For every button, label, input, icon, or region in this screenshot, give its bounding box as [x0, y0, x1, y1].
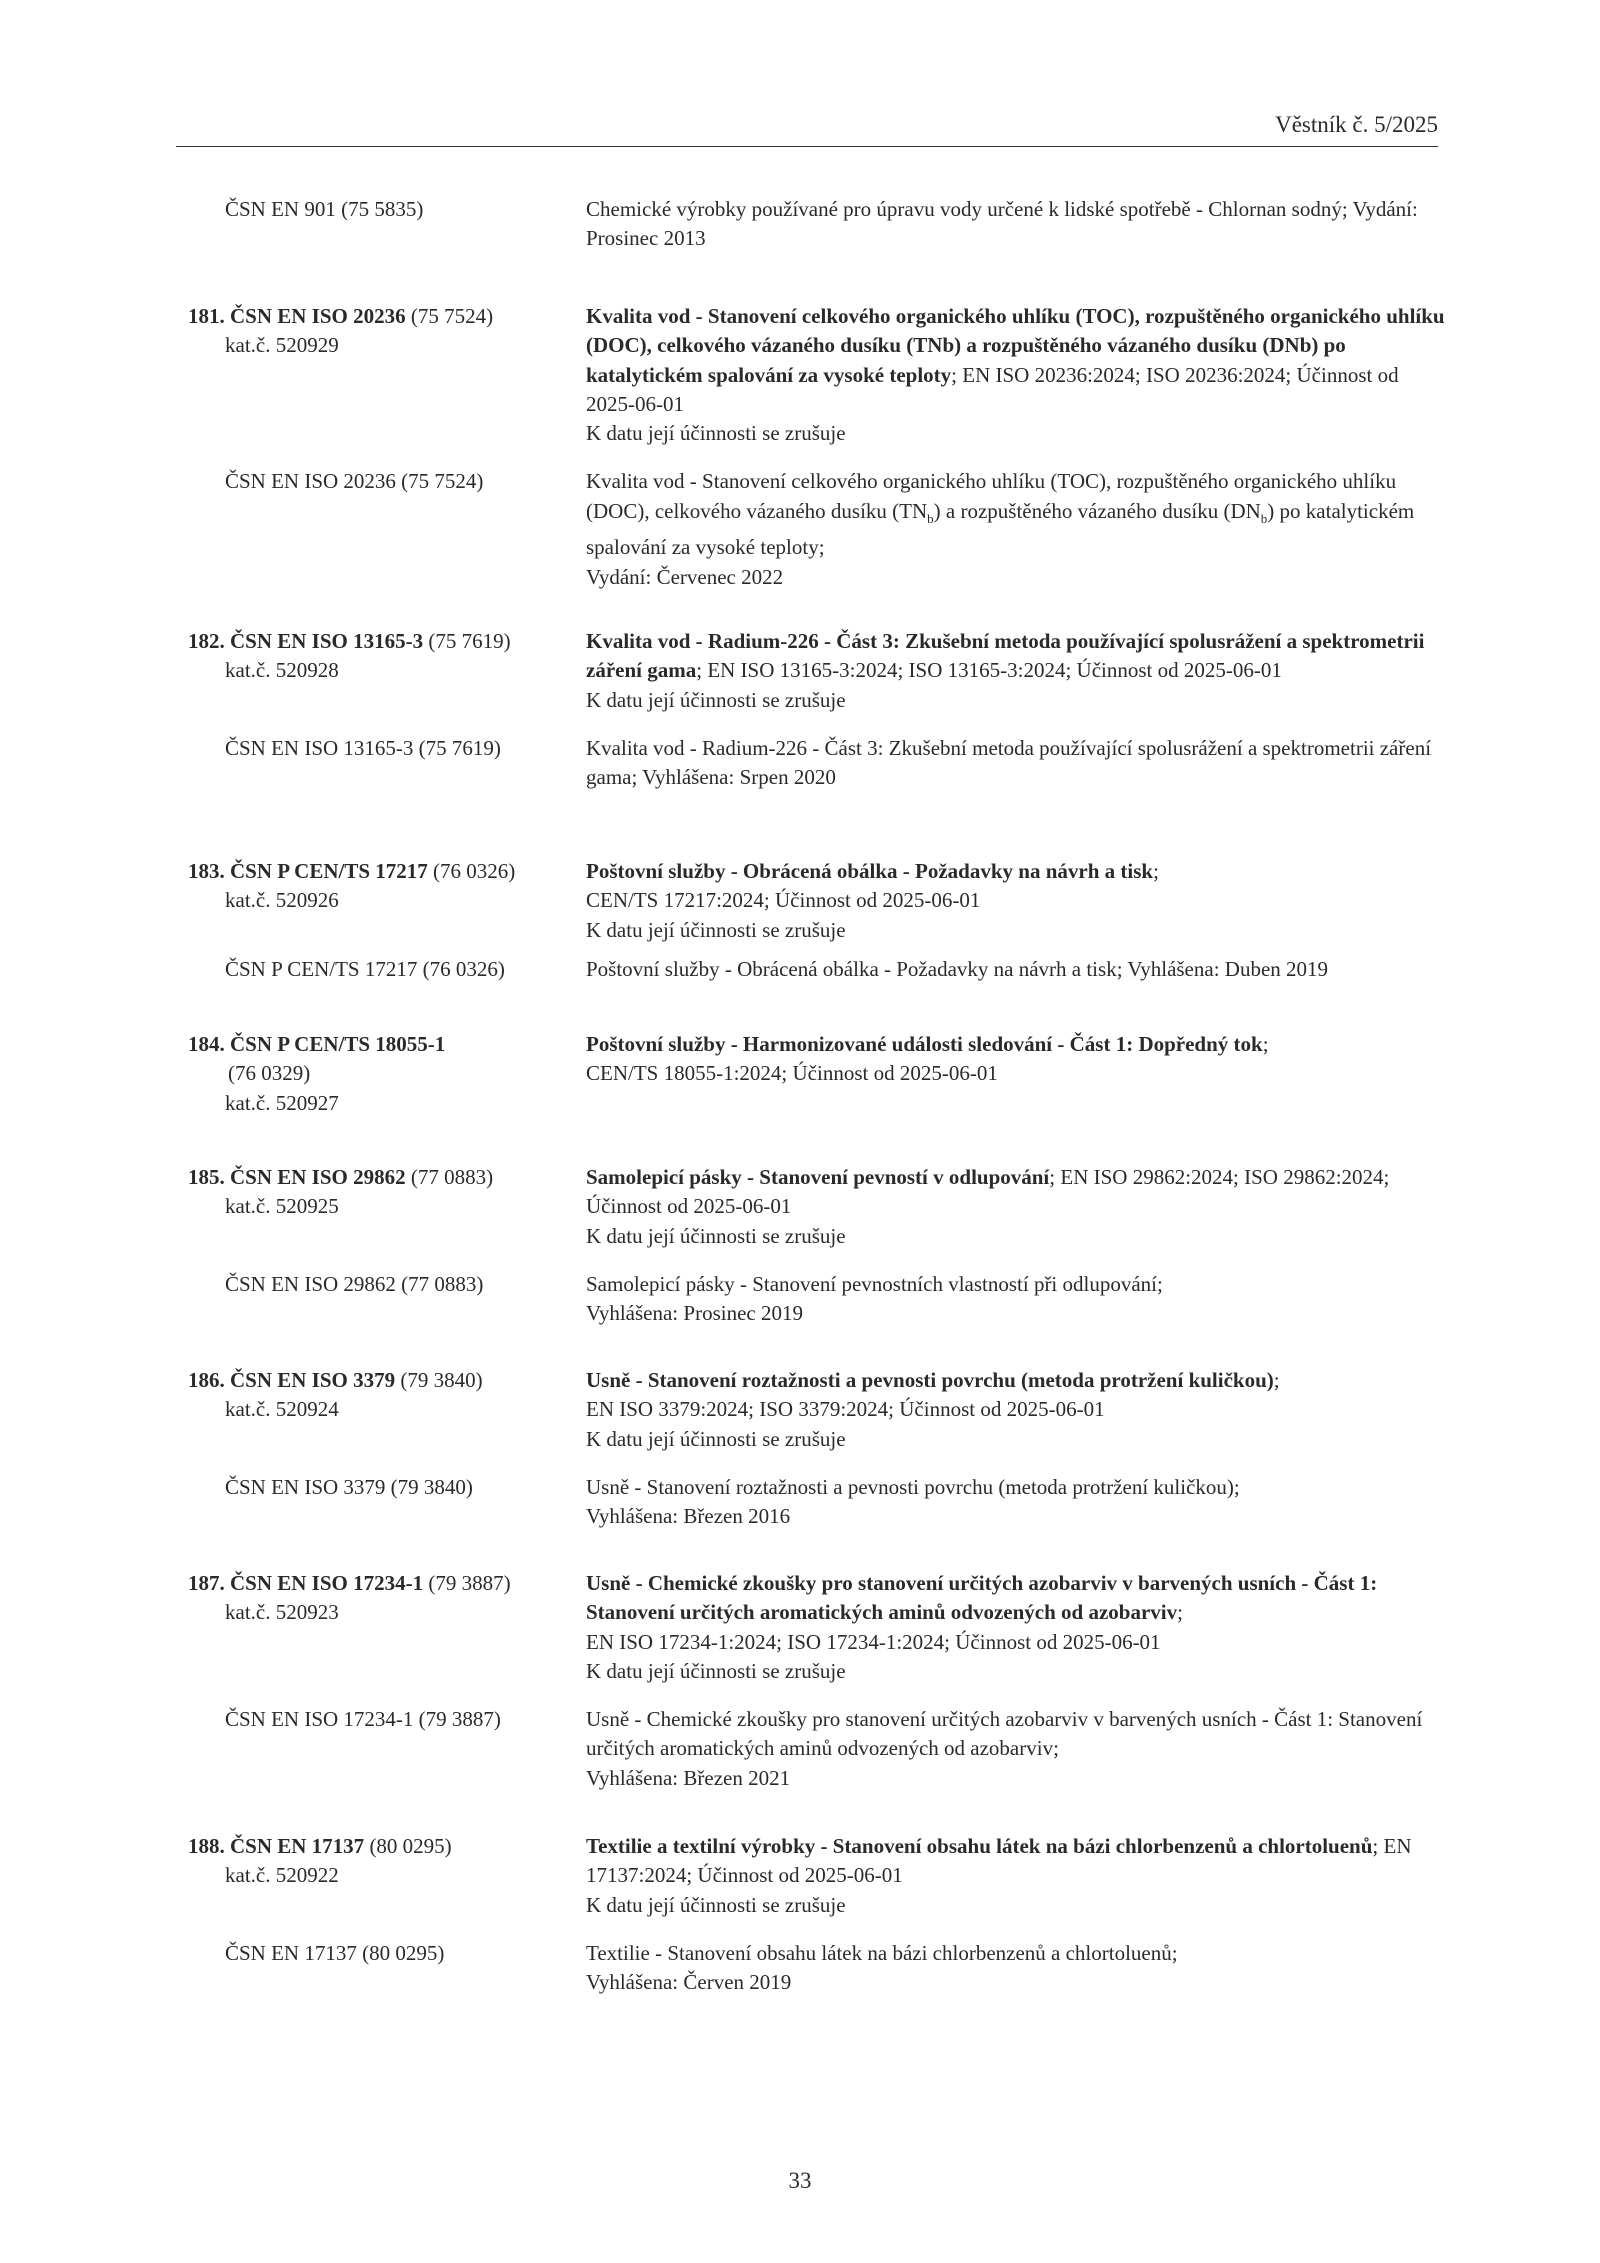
entry-187	[0, 1569, 1600, 1793]
entry-class-code: (79 3840)	[400, 1368, 483, 1392]
entry-note: K datu její účinnosti se zrušuje	[586, 421, 846, 446]
entry-kat: kat.č. 520926	[225, 888, 339, 913]
entry-line2: EN ISO 17234-1:2024; ISO 17234-1:2024; Účinnost od 2025-06-01	[586, 1629, 1161, 1654]
replaced-text-part: Textilie - Stanovení obsahu látek na bázi chlorbenzenů a chlortoluenů;	[586, 1940, 1178, 1965]
replaced-text-part: Usně - Chemické zkoušky pro stanovení určitých azobarviv v barvených usních - Část 1: Stanovení určitých aromatických aminů odvozených od azobarviv;	[586, 1707, 1423, 1761]
entry-id	[188, 1163, 578, 1222]
entry-line2: EN ISO 3379:2024; ISO 3379:2024; Účinnost od 2025-06-01	[586, 1397, 1105, 1422]
entry-number-code: 183. ČSN P CEN/TS 17217	[188, 859, 428, 883]
replaced-standard-code: ČSN EN ISO 29862 (77 0883)	[225, 1271, 484, 1296]
entry-title-rest: ;	[1273, 1368, 1280, 1392]
entry-id	[188, 1832, 578, 1891]
replaced-text-part: ) a rozpuštěného vázaného dusíku (DN	[933, 498, 1261, 523]
entry-note: K datu její účinnosti se zrušuje	[586, 1426, 846, 1451]
entry-183	[0, 857, 1600, 985]
replaced-standard-code: ČSN EN ISO 3379 (79 3840)	[225, 1474, 473, 1499]
entry-note: K datu její účinnosti se zrušuje	[586, 1658, 846, 1683]
entry-title: Kvalita vod - Stanovení celkového organického uhlíku (TOC), rozpuštěného organického uhlíku (DOC), celkového vázaného dusíku (TNb) a rozpuštěného vázaného dusíku (DNb) po katalytickém spalování za vysoké teploty	[586, 304, 1445, 387]
entry-kat: kat.č. 520922	[225, 1863, 339, 1888]
replaced-standard-text	[586, 1473, 1446, 1532]
entry-kat: kat.č. 520925	[225, 1194, 339, 1219]
entry-title: Usně - Chemické zkoušky pro stanovení určitých azobarviv v barvených usních - Část 1: Stanovení určitých aromatických aminů odvozených od azobarviv	[586, 1571, 1378, 1625]
entry-description	[586, 857, 1446, 945]
replaced-text-part: Kvalita vod - Stanovení celkového organického uhlíku (TOC), rozpuštěného organického uhlíku (DOC), celkového vázaného dusíku (TN	[586, 469, 1397, 523]
entry-number-code: 186. ČSN EN ISO 3379	[188, 1368, 396, 1392]
entry-kat: kat.č. 520923	[225, 1600, 339, 1625]
page-header	[176, 112, 1438, 147]
replaced-text-part: ) po katalytickém spalování za vysoké teploty;	[586, 498, 1415, 560]
entry-188	[0, 1832, 1600, 1997]
journal-title: Věstník č. 5/2025	[1275, 112, 1438, 137]
replaced-issue-date: Vyhlášena: Prosinec 2019	[586, 1301, 803, 1326]
replaced-issue-date: Vyhlášena: Březen 2016	[586, 1504, 791, 1529]
entry-note: K datu její účinnosti se zrušuje	[586, 1892, 846, 1917]
entry-title-rest: ; EN ISO 20236:2024; ISO 20236:2024; Účinnost od 2025-06-01	[586, 362, 1399, 416]
entry-continuation	[0, 195, 1600, 254]
entry-185	[0, 1163, 1600, 1328]
entry-number-code: 181. ČSN EN ISO 20236	[188, 304, 406, 328]
replaced-issue-date: Vyhlášena: Červen 2019	[586, 1970, 792, 1995]
entry-title-rest: ; EN ISO 29862:2024; ISO 29862:2024; Účinnost od 2025-06-01	[586, 1165, 1390, 1219]
entry-title: Kvalita vod - Radium-226 - Část 3: Zkušební metoda používající spolusrážení a spektrometrii záření gama	[586, 629, 1425, 683]
entry-kat: kat.č. 520927	[225, 1090, 339, 1115]
entry-description	[586, 1832, 1446, 1920]
entry-note: K datu její účinnosti se zrušuje	[586, 1223, 846, 1248]
replaced-standard-text	[586, 467, 1446, 591]
entry-description	[586, 302, 1446, 448]
entry-id	[188, 857, 578, 916]
entry-title: Poštovní služby - Obrácená obálka - Požadavky na návrh a tisk	[586, 859, 1154, 883]
entry-class-code: (77 0883)	[410, 1165, 494, 1189]
entry-number-code: 182. ČSN EN ISO 13165-3	[188, 629, 424, 653]
entry-kat: kat.č. 520929	[225, 333, 339, 358]
entry-description	[586, 1366, 1446, 1454]
entry-description	[586, 627, 1446, 715]
replaced-standard-text	[586, 1939, 1446, 1998]
replaced-text-part: Usně - Stanovení roztažnosti a pevnosti povrchu (metoda protržení kuličkou);	[586, 1474, 1240, 1499]
entry-title: Poštovní služby - Harmonizované události sledování - Část 1: Dopředný tok	[586, 1032, 1263, 1056]
entry-182	[0, 627, 1600, 792]
entry-class-code: (79 3887)	[428, 1571, 511, 1595]
entry-note: K datu její účinnosti se zrušuje	[586, 687, 846, 712]
entry-186	[0, 1366, 1600, 1531]
entry-number-code: 187. ČSN EN ISO 17234-1	[188, 1571, 424, 1595]
entry-number-code: 184. ČSN P CEN/TS 18055-1	[188, 1032, 446, 1056]
replaced-standard-text: Poštovní služby - Obrácená obálka - Požadavky na návrh a tisk; Vyhlášena: Duben 2019	[586, 956, 1329, 981]
entry-title-rest: ; EN 17137:2024; Účinnost od 2025-06-01	[586, 1834, 1412, 1888]
entry-id	[188, 627, 578, 686]
entry-title-rest: ;	[1262, 1032, 1269, 1056]
replaced-standard-code: ČSN EN 17137 (80 0295)	[225, 1940, 445, 1965]
replaced-standard-text: Chemické výrobky používané pro úpravu vody určené k lidské spotřebě - Chlornan sodný; Vydání: Prosinec 2013	[586, 197, 1418, 251]
entry-class-code: (76 0329)	[228, 1061, 311, 1086]
entry-description	[586, 1569, 1446, 1686]
entry-class-code: (80 0295)	[369, 1834, 452, 1858]
replaced-standard-text: Kvalita vod - Radium-226 - Část 3: Zkušební metoda používající spolusrážení a spektrometrii záření gama; Vyhlášena: Srpen 2020	[586, 735, 1432, 790]
replaced-standard-code: ČSN EN 901 (75 5835)	[225, 197, 424, 221]
entry-kat: kat.č. 520928	[225, 658, 339, 683]
replaced-issue-date: Vydání: Červenec 2022	[586, 564, 784, 589]
entry-title: Textilie a textilní výrobky - Stanovení obsahu látek na bázi chlorbenzenů a chlortoluenů	[586, 1834, 1373, 1858]
entry-number-code: 185. ČSN EN ISO 29862	[188, 1165, 406, 1189]
replaced-text-part: Samolepicí pásky - Stanovení pevnostních vlastností při odlupování;	[586, 1271, 1163, 1296]
entry-title-rest: ;	[1153, 859, 1159, 883]
entry-title-rest: ; EN ISO 13165-3:2024; ISO 13165-3:2024; Účinnost od 2025-06-01	[696, 658, 1282, 683]
replaced-standard-code: ČSN EN ISO 20236 (75 7524)	[225, 469, 484, 494]
entry-line2: CEN/TS 18055-1:2024; Účinnost od 2025-06-01	[586, 1061, 998, 1086]
entry-title: Samolepicí pásky - Stanovení pevností v odlupování	[586, 1165, 1050, 1189]
entry-id	[188, 1366, 578, 1425]
entry-description	[586, 1030, 1446, 1089]
entry-181	[0, 302, 1600, 592]
entry-line2: CEN/TS 17217:2024; Účinnost od 2025-06-01	[586, 888, 981, 913]
replaced-issue-date: Vyhlášena: Březen 2021	[586, 1765, 791, 1790]
entry-number-code: 188. ČSN EN 17137	[188, 1834, 365, 1858]
subscript: b	[1260, 510, 1268, 526]
entry-title-rest: ;	[1177, 1600, 1183, 1625]
entry-kat: kat.č. 520924	[225, 1397, 339, 1422]
replaced-standard-text	[586, 1270, 1446, 1329]
replaced-standard-code: ČSN EN ISO 17234-1 (79 3887)	[225, 1707, 501, 1732]
page-number: 33	[788, 2168, 812, 2193]
entry-description	[586, 1163, 1446, 1251]
replaced-standard-code: ČSN EN ISO 13165-3 (75 7619)	[225, 735, 501, 760]
entry-id	[188, 302, 578, 361]
entry-184	[0, 1030, 1600, 1115]
replaced-standard-text	[586, 1705, 1446, 1793]
entry-class-code: (75 7619)	[428, 629, 511, 653]
entry-class-code: (76 0326)	[433, 859, 516, 883]
replaced-standard-code: ČSN P CEN/TS 17217 (76 0326)	[225, 956, 505, 981]
entry-id	[188, 1569, 578, 1628]
entry-id	[188, 1030, 578, 1118]
entry-class-code: (75 7524)	[410, 304, 494, 328]
entry-note: K datu její účinnosti se zrušuje	[586, 917, 846, 942]
entry-title: Usně - Stanovení roztažnosti a pevnosti povrchu (metoda protržení kuličkou)	[586, 1368, 1274, 1392]
subscript: b	[927, 510, 934, 526]
